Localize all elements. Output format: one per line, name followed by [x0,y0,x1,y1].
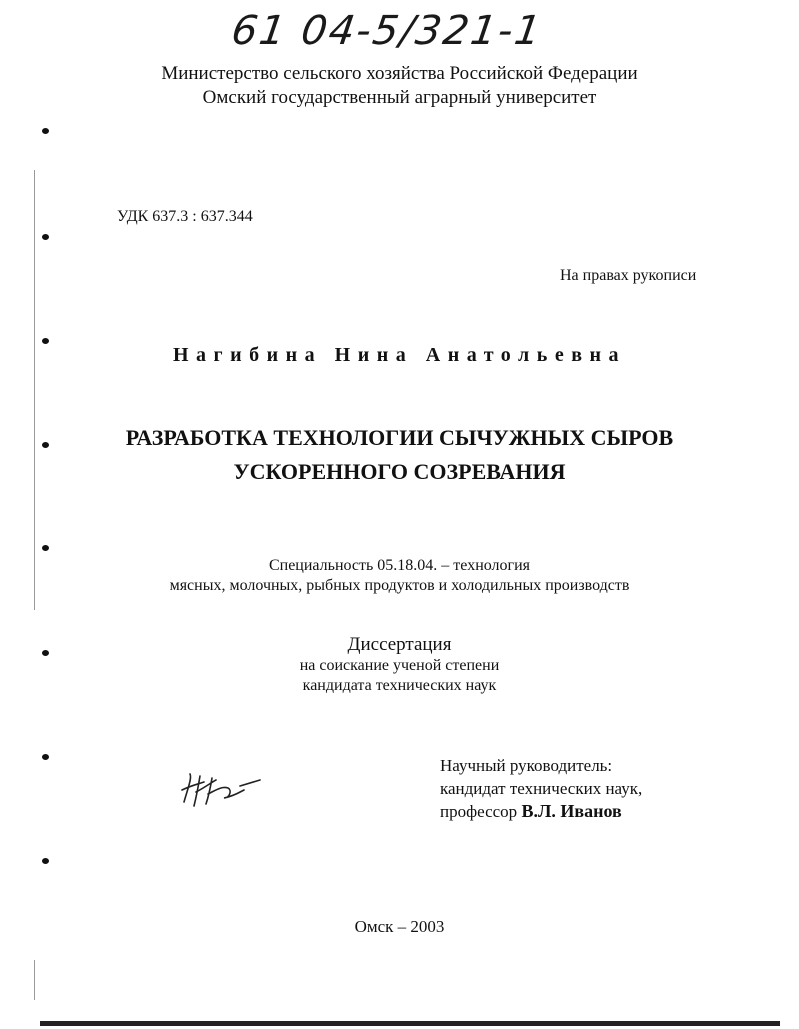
margin-line [34,170,35,610]
dissertation-title [0,421,799,489]
margin-line-lower [34,960,35,1000]
manuscript-rights: На правах рукописи [560,267,697,284]
university-name: Омский государственный аграрный университет [202,87,597,108]
specialty-line-2: мясных, молочных, рыбных продуктов и холодильных производств [169,577,630,594]
binding-hole-mark [42,128,49,134]
degree-line-2: кандидата технических наук [302,677,497,694]
degree-sought [0,656,799,696]
udk-code: УДК 637.3 : 637.344 [117,208,253,225]
archive-number: 61 04-5/321-1 [228,8,546,54]
ministry-name: Министерство сельского хозяйства Российской Федерации [161,63,638,84]
city-year: Омск – 2003 [354,917,445,936]
binding-hole-mark [42,754,49,760]
ministry-header [0,62,799,110]
supervisor-degree: кандидат технических наук, [440,779,643,798]
binding-hole-mark [42,858,49,864]
specialty-line-1: Специальность 05.18.04. – технология [268,557,531,574]
supervisor-block [440,754,642,823]
author-name: Нагибина Нина Анатольевна [172,344,627,366]
signature-mark [178,768,268,810]
supervisor-role: Научный руководитель: [440,756,613,775]
dissertation-label: Диссертация [347,634,452,655]
bottom-scan-edge [40,1021,780,1026]
specialty [0,556,799,596]
binding-hole-mark [42,545,49,551]
title-line-1: РАЗРАБОТКА ТЕХНОЛОГИИ СЫЧУЖНЫХ СЫРОВ [125,425,674,450]
supervisor-name: В.Л. Иванов [521,801,622,821]
title-line-2: УСКОРЕННОГО СОЗРЕВАНИЯ [233,459,566,484]
degree-line-1: на соискание ученой степени [299,657,500,674]
binding-hole-mark [42,234,49,240]
supervisor-title: профессор [440,802,518,821]
supervisor-title-line [440,800,642,823]
